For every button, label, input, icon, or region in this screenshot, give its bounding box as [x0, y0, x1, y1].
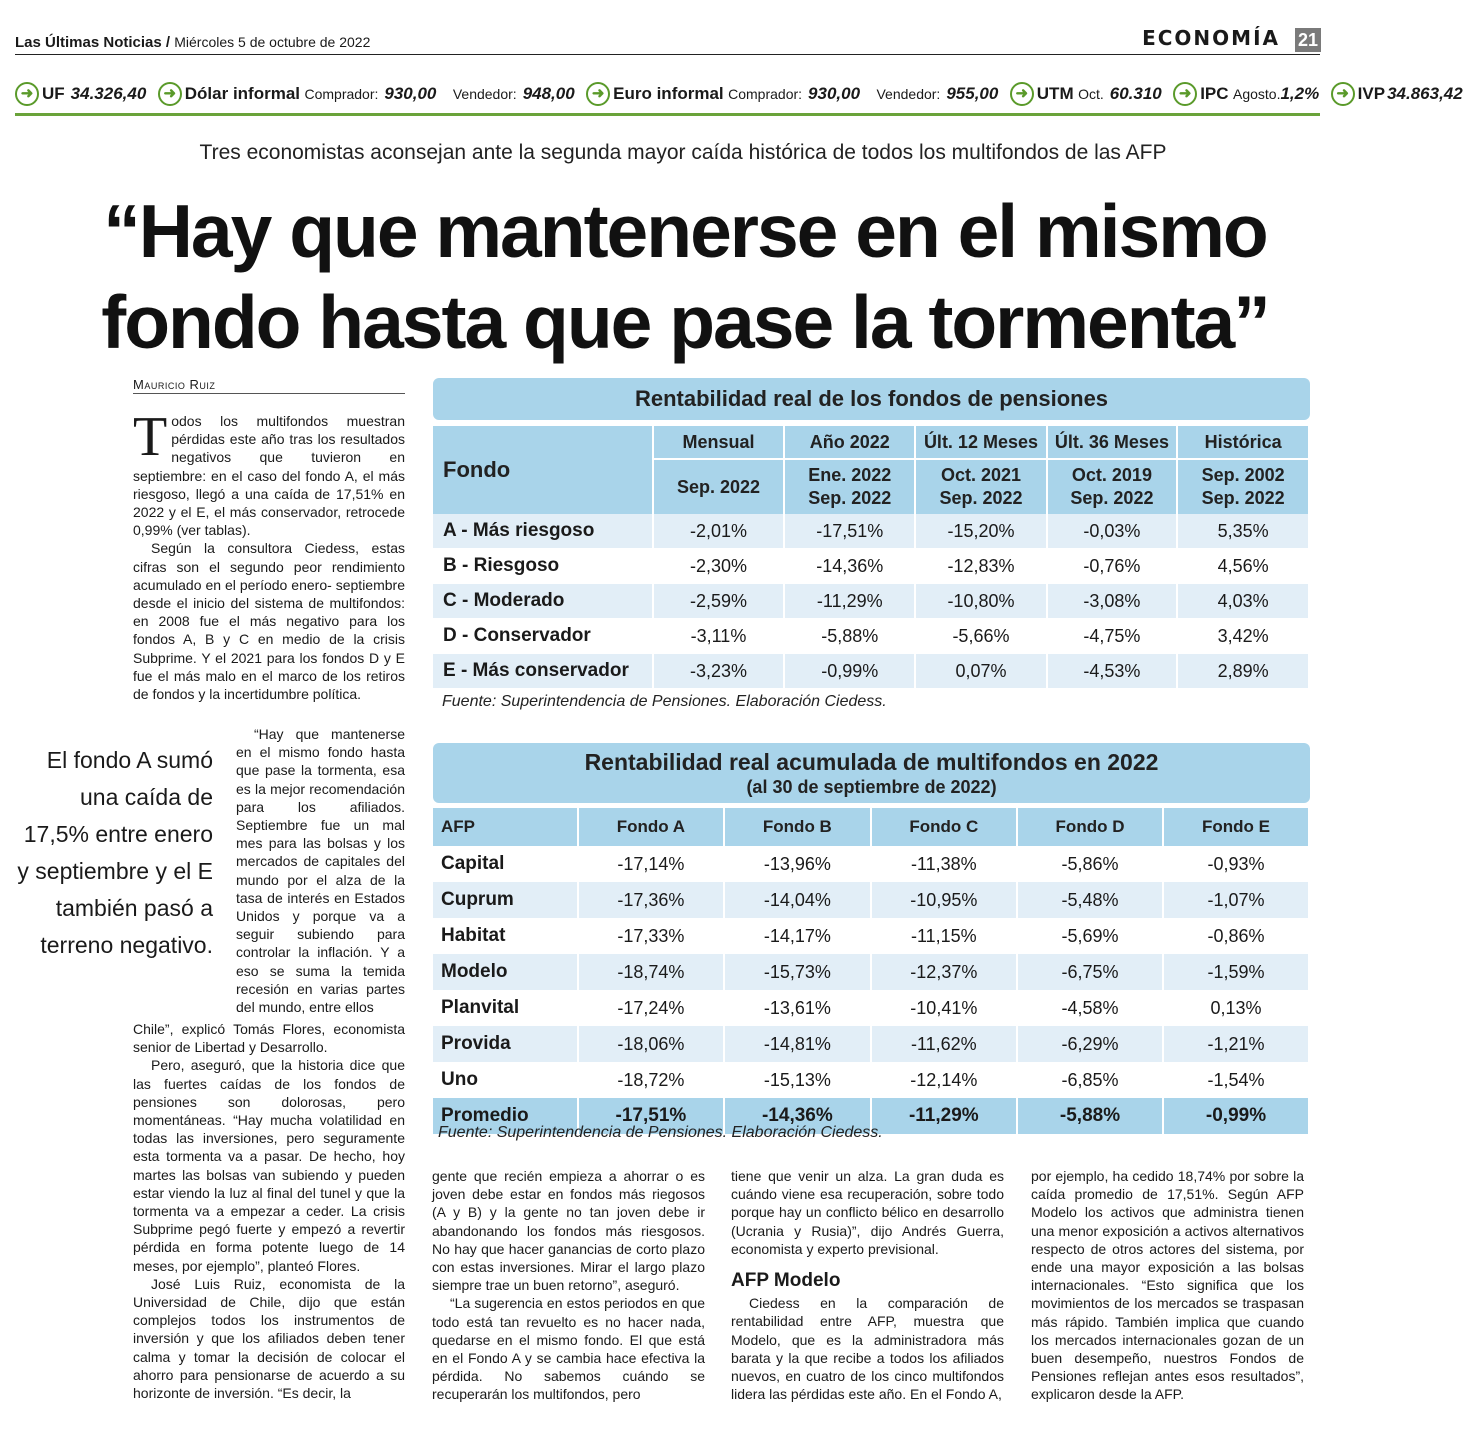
- subheading: AFP Modelo: [731, 1270, 841, 1292]
- headline-line-2: fondo hasta que pase la tormenta”: [101, 280, 1269, 364]
- headline: [30, 186, 1340, 368]
- article-column-2: [432, 1167, 705, 1404]
- table1-subheader: Oct. 2019 Sep. 2022: [1047, 459, 1178, 514]
- paragraph: gente que recién empieza a ahorrar o es joven debe estar en fondos más riegosos (A y B) y la gente no tan joven debe ir abandonando los fondos más riesgosos. No hay que hacer ganancias de corto plazo con estas inversiones. Mirar el largo plazo siempre trae un buen retorno”, aseguró.: [432, 1168, 705, 1294]
- arrow-right-icon: ➜: [1010, 82, 1034, 106]
- arrow-right-icon: ➜: [1173, 82, 1197, 106]
- paragraph: Todos los multifondos muestran pérdidas este año tras los resultados negativos que tuvieron en septiembre: en el caso del fondo A, el más riesgoso, llegó a una caída de 17,51% en 2022 y el E, el más conservador, retrocede 0,99% (ver tablas).: [133, 406, 405, 539]
- table2-header: AFP: [433, 808, 578, 846]
- pull-quote: El fondo A sumó una caída de 17,5% entre enero y septiembre y el E también pasó a terreno negativo.: [17, 747, 213, 958]
- table2-subtitle: (al 30 de septiembre de 2022): [746, 777, 997, 797]
- byline: Mauricio Ruiz: [133, 377, 216, 392]
- paragraph: Chile”, explicó Tomás Flores, economista senior de Libertad y Desarrollo.: [133, 1021, 405, 1056]
- table2-header: Fondo D: [1017, 808, 1163, 846]
- table1-header: Año 2022: [784, 426, 915, 459]
- table2-header: Fondo A: [578, 808, 724, 846]
- arrow-right-icon: ➜: [15, 82, 39, 106]
- table-row: A - Más riesgoso -2,01% -17,51% -15,20% -0,03% 5,35%: [433, 514, 1309, 549]
- ticker-uf: ➜ UF 34.326,40: [15, 82, 146, 106]
- paragraph: “La sugerencia en estos periodos en que todo está tan revuelto es no hacer nada, quedarse en el mismo fondo. El que está en el Fondo A y se cambia hace efectiva la pérdida. No sabemos cuándo se recuperarán los multifondos, pero: [432, 1295, 705, 1403]
- section-title: ECONOMÍA: [1142, 26, 1280, 50]
- masthead: Las Últimas Noticias / Miércoles 5 de octubre de 2022: [15, 34, 371, 51]
- page-number: 21: [1295, 28, 1321, 52]
- paragraph: Ciedess en la comparación de rentabilidad entre AFP, muestra que Modelo, que es la administradora más barata y la que recibe a todos los afiliados nuevos, en cuatro de los cinco multifondos lidera las pérdidas este año. En el Fondo A,: [731, 1295, 1004, 1403]
- table1-col-fondo: Fondo: [433, 426, 653, 514]
- ticker-euro: ➜ Euro informal Comprador: 930,00 Vendedor: 955,00: [586, 82, 998, 106]
- table-row: B - Riesgoso -2,30% -14,36% -12,83% -0,76% 4,56%: [433, 549, 1309, 584]
- paragraph: José Luis Ruiz, economista de la Universidad de Chile, dijo que están complejos todos los instrumentos de inversión y que los afiliados deben tener calma y tomar la decisión de colocar el ahorro para pensionarse de acuerdo a su horizonte de inversión. “Es decir, la: [133, 1275, 405, 1402]
- table-row: Provida -18,06% -14,81% -11,62% -6,29% -1,21%: [433, 1026, 1309, 1062]
- table-rentabilidad-afp: [433, 808, 1310, 1134]
- paragraph: Según la consultora Ciedess, estas cifras son el segundo peor rendimiento acumulado en el período enero- septiembre desde el inicio del sistema de multifondos: en 2008 fue el más negativo para los fondos A, B y C en medio de la crisis Subprime. Y el 2021 para los fondos D y E fue el más malo en el marco de los retiros de fondos y la incertidumbre política.: [133, 540, 405, 703]
- ticker-dolar: ➜ Dólar informal Comprador: 930,00 Vendedor: 948,00: [158, 82, 575, 106]
- table-row: E - Más conservador -3,23% -0,99% 0,07% -4,53% 2,89%: [433, 654, 1309, 689]
- byline-rule: [133, 393, 405, 394]
- table-row: Planvital -17,24% -13,61% -10,41% -4,58% 0,13%: [433, 990, 1309, 1026]
- article-column-1b: [236, 725, 405, 1016]
- ticker-rule: [15, 113, 1320, 116]
- paragraph: Pero, aseguró, que la historia dice que las fuertes caídas de los fondos de pensiones son dolorosas, pero momentáneas. “Hay mucha volatilidad en todas las inversiones, pero seguramente esta tormenta va a pasar. De hecho, hoy martes las bolsas van subiendo y pueden estar viendo la luz al final del tunel y que la tormenta va a empezar a ceder. La crisis Subprime pegó fuerte y empezó a revertir pérdida en forma potente luego de 14 meses, por ejemplo”, planteó Flores.: [133, 1057, 405, 1274]
- ticker-ipc: ➜ IPC Agosto.1,2%: [1173, 82, 1319, 106]
- table1-subheader: Oct. 2021 Sep. 2022: [915, 459, 1046, 514]
- dropcap: T: [133, 406, 168, 468]
- arrow-right-icon: ➜: [1331, 82, 1355, 106]
- table-row: Habitat -17,33% -14,17% -11,15% -5,69% -0,86%: [433, 918, 1309, 954]
- newspaper-name: Las Últimas Noticias: [15, 34, 162, 51]
- table2-header: Fondo C: [871, 808, 1017, 846]
- paragraph: por ejemplo, ha cedido 18,74% por sobre la caída promedio de 17,51%. Según AFP Modelo los activos que administra tienen una menor exposición a activos alternativos respecto de otros actores del sistema, por ende una mayor exposición a las bolsas internacionales. “Esto significa que los movimientos de los mercados se traspasan más rápido. También implica que cuando los mercados internacionales gozan de un buen desempeño, nuestros Fondos de Pensiones reflejan antes esos resultados”, explicaron desde la AFP.: [1031, 1168, 1304, 1403]
- indicators-ticker: [15, 82, 1463, 114]
- paragraph: tiene que venir un alza. La gran duda es cuándo viene esa recuperación, sobre todo porque hay un conflicto bélico en desarrollo (Ucrania y Rusia)”, dijo Andrés Guerra, economista y experto previsional.: [731, 1168, 1004, 1257]
- table1-subheader: Sep. 2022: [653, 459, 784, 514]
- table1-header: Últ. 36 Meses: [1047, 426, 1178, 459]
- table-row-average: Promedio -17,51% -14,36% -11,29% -5,88% -0,99%: [433, 1098, 1309, 1134]
- table-row: Cuprum -17,36% -14,04% -10,95% -5,48% -1,07%: [433, 882, 1309, 918]
- table2-header: Fondo B: [724, 808, 870, 846]
- table-row: Uno -18,72% -15,13% -12,14% -6,85% -1,54%: [433, 1062, 1309, 1098]
- table1-header: Mensual: [653, 426, 784, 459]
- article-column-1a: [133, 406, 405, 703]
- table-row: D - Conservador -3,11% -5,88% -5,66% -4,75% 3,42%: [433, 619, 1309, 654]
- header-rule: [15, 54, 1320, 55]
- arrow-right-icon: ➜: [158, 82, 182, 106]
- article-column-3: [731, 1167, 1004, 1403]
- table-row: Modelo -18,74% -15,73% -12,37% -6,75% -1,59%: [433, 954, 1309, 990]
- table2-header: Fondo E: [1163, 808, 1309, 846]
- table2-title: Rentabilidad real acumulada de multifondos en 2022: [584, 749, 1159, 775]
- ticker-ivp: ➜ IVP 34.863,42: [1331, 82, 1463, 106]
- arrow-right-icon: ➜: [586, 82, 610, 106]
- article-column-4: [1031, 1167, 1304, 1404]
- table-row: Capital -17,14% -13,96% -11,38% -5,86% -0,93%: [433, 846, 1309, 882]
- table1-subheader: Sep. 2002 Sep. 2022: [1177, 459, 1309, 514]
- table1-header: Histórica: [1177, 426, 1309, 459]
- table-rentabilidad-fondos: [433, 426, 1310, 689]
- ticker-utm: ➜ UTM Oct. 60.310: [1010, 82, 1162, 106]
- article-column-1c: [133, 1020, 405, 1402]
- kicker: Tres economistas aconsejan ante la segunda mayor caída histórica de todos los multifondos de las AFP: [199, 141, 1167, 164]
- table1-header: Últ. 12 Meses: [915, 426, 1046, 459]
- table1-source: Fuente: Superintendencia de Pensiones. Elaboración Ciedess.: [442, 693, 887, 710]
- table1-title: Rentabilidad real de los fondos de pensiones: [433, 378, 1310, 420]
- paragraph: “Hay que mantenerse en el mismo fondo hasta que pase la tormenta, esa es la mejor recomendación para los afiliados. Septiembre fue un mal mes para las bolsas y los mercados de capitales del mundo por el alza de la tasa de interés en Estados Unidos y porque va a seguir subiendo para controlar la inflación. Y a eso se suma la temida recesión en varias partes del mundo, entre ellos: [236, 726, 405, 1016]
- table2-title-bar: [433, 743, 1310, 803]
- headline-line-1: “Hay que mantenerse en el mismo: [103, 189, 1267, 273]
- issue-date: Miércoles 5 de octubre de 2022: [174, 34, 371, 50]
- table-row: C - Moderado -2,59% -11,29% -10,80% -3,08% 4,03%: [433, 584, 1309, 619]
- table2-source: Fuente: Superintendencia de Pensiones. Elaboración Ciedess.: [438, 1124, 883, 1141]
- table1-subheader: Ene. 2022 Sep. 2022: [784, 459, 915, 514]
